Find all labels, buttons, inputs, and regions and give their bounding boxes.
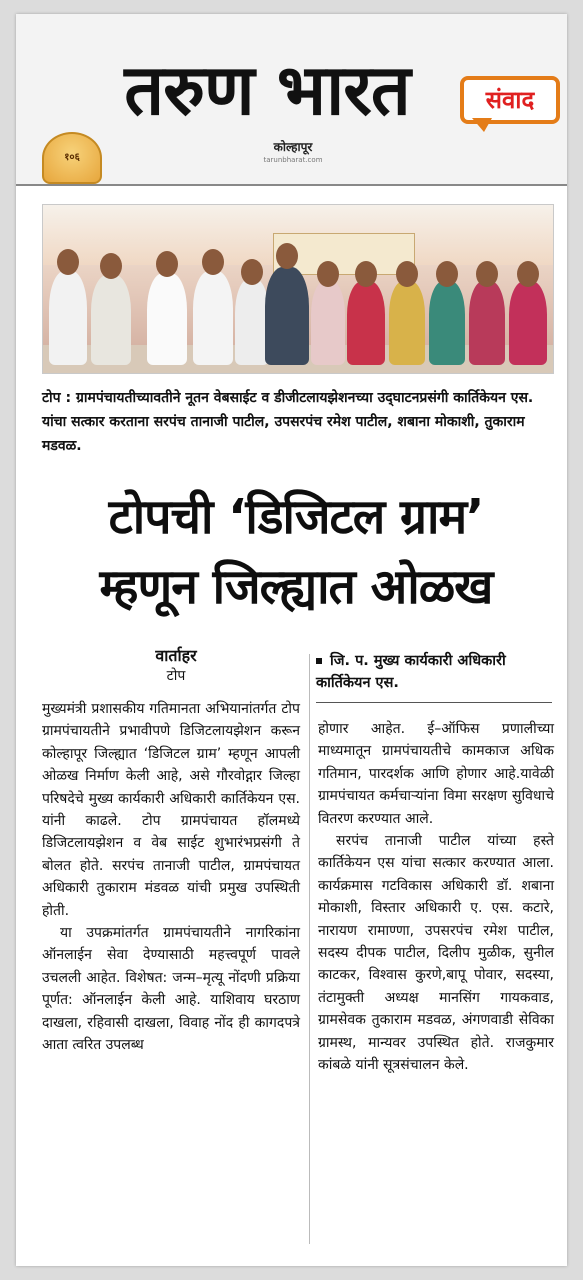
article-paragraph: मुख्यमंत्री प्रशासकीय गतिमानता अभियानांतर्गत टोप ग्रामपंचायतीने प्रभावीपणे डिजिटलायझेशन करून कोल्हापूर जिल्ह्यात ‘डिजिटल ग्राम’ म्हणून आपली ओळख निर्माण केली आहे, असे गौरवोद्गार जिल्हा परिषदेचे मुख्य कार्यकारी अधिकारी कार्तिकेयन एस. यांनी काढले. टोप ग्रामपंचायत हॉलमध्ये डिजिटलायझेशन व वेब साईट शुभारंभप्रसंगी ते बोलत होते. सरपंच तानाजी पाटील, ग्रामपंचायत अधिकारी तुकाराम मंडवळ यांची प्रमुख उपस्थिती होती. <box>42 701 300 919</box>
bullet-square-icon <box>316 658 322 664</box>
person-head <box>355 261 377 287</box>
newspaper-title: तरुण भारत <box>124 49 410 131</box>
person-head <box>241 259 263 285</box>
person-head <box>396 261 418 287</box>
website-label: tarunbharat.com <box>263 156 323 164</box>
person-head <box>317 261 339 287</box>
person-figure <box>311 281 345 365</box>
article-column-1 <box>42 698 300 1057</box>
person-head <box>57 249 79 275</box>
person-head <box>202 249 224 275</box>
masthead <box>16 14 567 184</box>
person-figure <box>235 279 269 365</box>
person-figure <box>509 281 547 365</box>
photo-caption: टोप : ग्रामपंचायतीच्यावतीने नूतन वेबसाईट व डीजीटलायझेशनच्या उद्‌घाटनप्रसंगी कार्तिकेयन एस. यांचा सत्कार करताना सरपंच तानाजी पाटील, उपसरपंच रमेश पाटील, शबाना मोकाशी, तुकाराम मडवळ. <box>42 390 534 454</box>
headline-line-1: टोपची ‘डिजिटल ग्राम’ <box>108 489 484 545</box>
byline: वार्ताहर <box>155 646 197 665</box>
pull-quote <box>316 650 554 694</box>
person-figure <box>265 267 309 365</box>
person-figure <box>91 275 131 365</box>
person-head <box>517 261 539 287</box>
headline-line-2: म्हणून जिल्ह्यात ओळख <box>99 559 493 615</box>
masthead-divider <box>16 184 567 186</box>
person-figure <box>193 271 233 365</box>
person-head <box>156 251 178 277</box>
person-head <box>276 243 298 269</box>
anniversary-badge: १०६ <box>42 132 102 184</box>
person-figure <box>49 271 87 365</box>
edition-label: कोल्हापूर <box>273 140 313 154</box>
person-figure <box>389 281 425 365</box>
article-paragraph: सरपंच तानाजी पाटील यांच्या हस्ते कार्तिकेयन एस यांचा सत्कार करण्यात आला. कार्यक्रमास गटविकास अधिकारी डॉ. शबाना मोकाशी, विस्तार अधिकारी ए. एस. कटारे, नारायण रामाण्णा, उपसरपंच रमेश पाटील, सदस्य दीपक पाटील, दिलीप मुळीक, सुनील काटकर, विश्वास कुरणे,बापू पोवार, सदस्या, तंटामुक्ती अध्यक्ष मानसिंग गायकवाड, ग्रामसेवक तुकाराम मडवळ, अंगणवाडी सेविका ग्रामस्थ, मान्यवर उपस्थित होते. राजकुमार कांबळे यांनी सूत्रसंचालन केले. <box>318 833 554 1074</box>
pull-quote-rule <box>316 702 552 703</box>
newspaper-clipping <box>16 14 567 1266</box>
article-paragraph: होणार आहेत. ई–ऑफिस प्रणालीच्या माध्यमातून ग्रामपंचायतीचे कामकाज अधिक गतिमान, पारदर्शक आणि होणार आहे.यावेळी ग्रामपंचायत कर्मचाऱ्यांना विमा सरक्षण सुविधाचे वितरण करण्यात आले. <box>318 721 554 827</box>
column-divider <box>309 654 310 1244</box>
headline <box>36 482 556 622</box>
article-paragraph: या उपक्रमांतर्गत ग्रामपंचायतीने नागरिकांना ऑनलाईन सेवा देण्यासाठी महत्त्वपूर्ण पावले उचलली आहेत. विशेषत: जन्म–मृत्यू नोंदणी प्रक्रिया पूर्णत: ऑनलाईन केली आहे. याशिवाय घरठाण दाखला, रहिवासी दाखला, विवाह नोंद ही कागदपत्रे आता त्वरित उपलब्ध <box>42 925 300 1054</box>
person-head <box>436 261 458 287</box>
brand-tag: संवाद <box>460 76 560 124</box>
news-photo <box>42 204 554 374</box>
person-figure <box>147 273 187 365</box>
person-figure <box>347 281 385 365</box>
person-figure <box>469 281 505 365</box>
article-column-2 <box>318 718 554 1077</box>
person-head <box>100 253 122 279</box>
pull-quote-text: जि. प. मुख्य कार्यकारी अधिकारी कार्तिकेयन एस. <box>316 653 506 691</box>
dateline: टोप <box>166 668 186 684</box>
brand-tag-tail <box>472 118 492 132</box>
person-head <box>476 261 498 287</box>
person-figure <box>429 281 465 365</box>
